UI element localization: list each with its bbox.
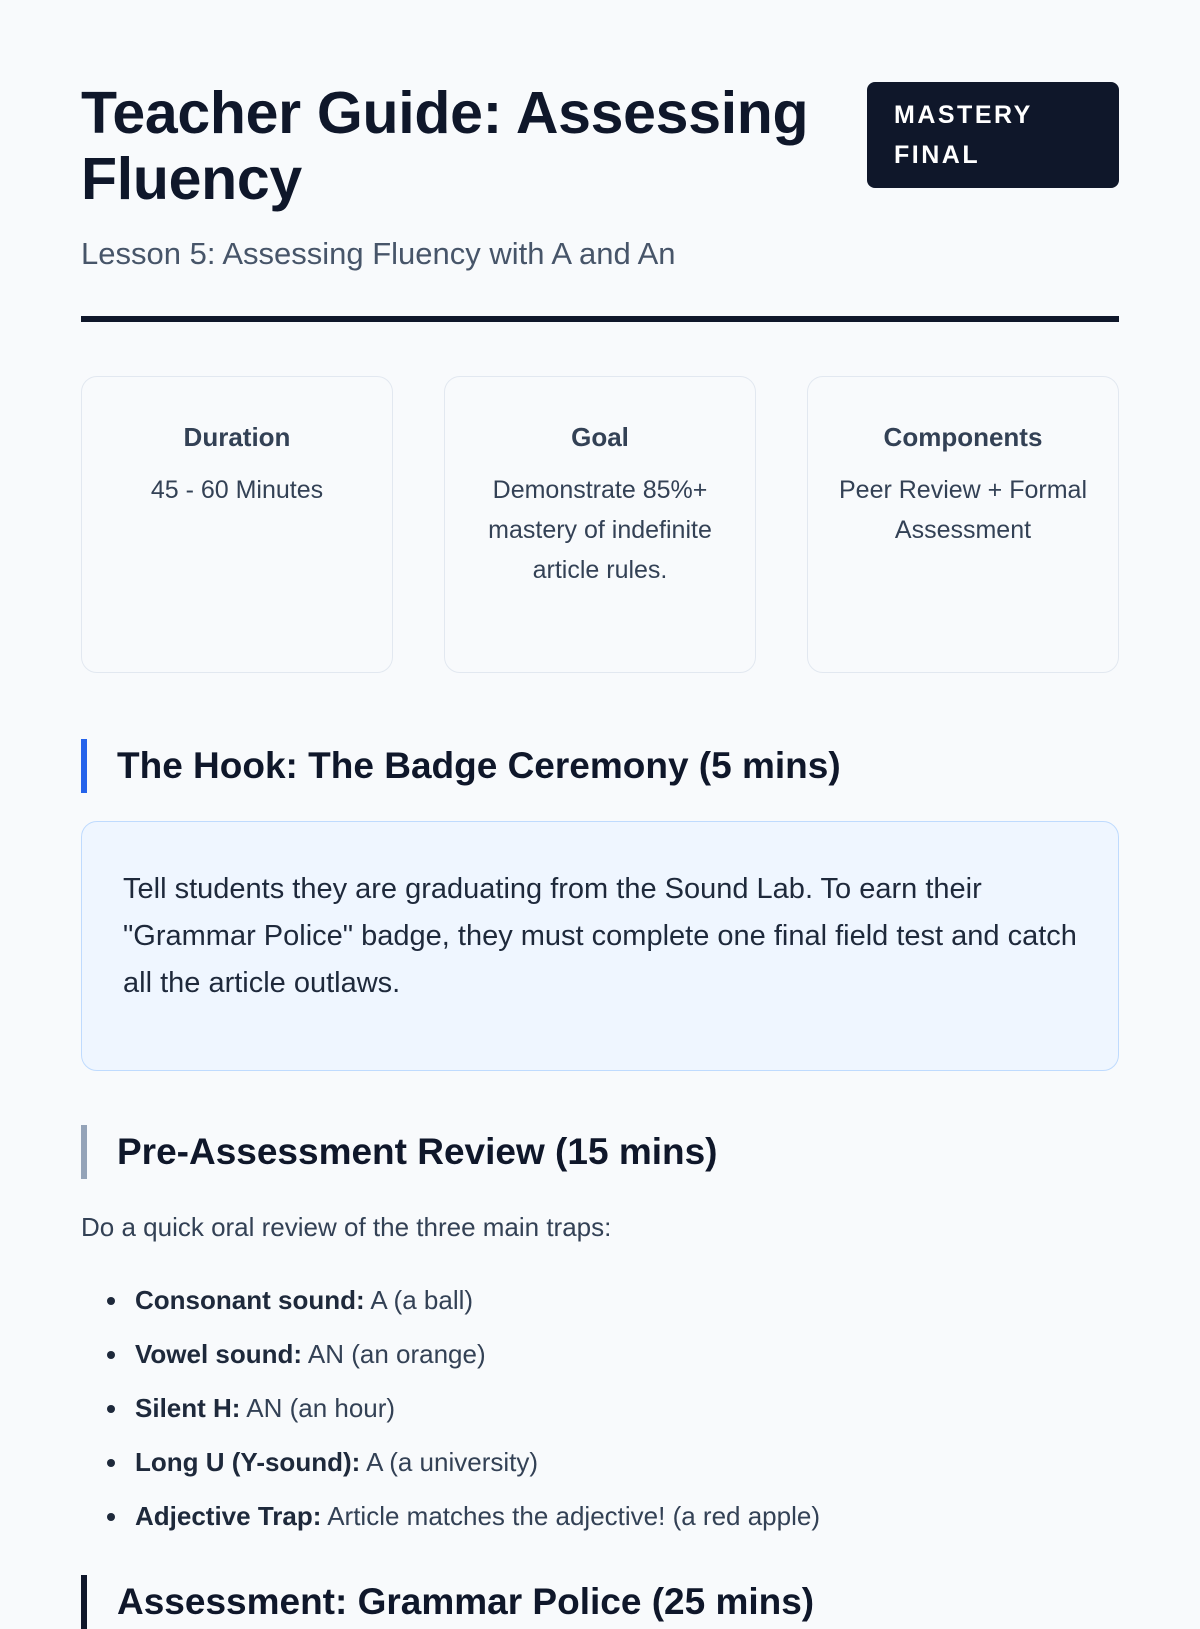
card-value: 45 - 60 Minutes xyxy=(150,476,324,504)
bullet-icon xyxy=(107,1459,115,1467)
list-item xyxy=(81,1273,1119,1327)
trap-label: Adjective Trap: xyxy=(135,1501,322,1531)
list-item xyxy=(81,1327,1119,1381)
trap-label: Silent H: xyxy=(135,1393,241,1423)
lesson-subtitle: Lesson 5: Assessing Fluency with A and An xyxy=(81,236,676,271)
card-label: Duration xyxy=(183,422,291,452)
bullet-icon xyxy=(107,1513,115,1521)
trap-label: Vowel sound: xyxy=(135,1339,303,1369)
page-title: Teacher Guide: Assessing Fluency xyxy=(81,80,809,212)
trap-label: Long U (Y-sound): xyxy=(135,1447,361,1477)
section-accent-bar xyxy=(81,739,87,793)
trap-text: Article matches the adjective! (a red apple) xyxy=(321,1501,820,1531)
badge-line-2: FINAL xyxy=(894,141,981,169)
assessment-section-heading xyxy=(81,1575,1119,1629)
card-label: Goal xyxy=(571,422,629,452)
bullet-icon xyxy=(107,1351,115,1359)
page-header xyxy=(81,80,1119,212)
card-value: Demonstrate 85%+ mastery of indefinite article rules. xyxy=(488,476,712,584)
hook-section-heading xyxy=(81,739,1119,793)
section-title: Assessment: Grammar Police (25 mins) xyxy=(117,1581,815,1622)
bullet-icon xyxy=(107,1405,115,1413)
section-accent-bar xyxy=(81,1125,87,1179)
review-section-heading xyxy=(81,1125,1119,1179)
card-label: Components xyxy=(883,422,1043,452)
summary-cards xyxy=(81,376,1119,673)
hook-text: Tell students they are graduating from the Sound Lab. To earn their "Grammar Police" badge, they must complete one final field test and catch all the article outlaws. xyxy=(123,873,1077,999)
card-value: Peer Review + Formal Assessment xyxy=(839,476,1087,544)
goal-card xyxy=(444,376,756,673)
trap-label: Consonant sound: xyxy=(135,1285,365,1315)
trap-text: A (a university) xyxy=(360,1447,539,1477)
review-intro: Do a quick oral review of the three main traps: xyxy=(81,1212,612,1242)
bullet-icon xyxy=(107,1297,115,1305)
section-title: Pre-Assessment Review (15 mins) xyxy=(117,1131,718,1172)
trap-text: AN (an hour) xyxy=(240,1393,396,1423)
hook-callout xyxy=(81,821,1119,1071)
trap-text: AN (an orange) xyxy=(302,1339,486,1369)
components-card xyxy=(807,376,1119,673)
trap-text: A (a ball) xyxy=(364,1285,474,1315)
list-item xyxy=(81,1435,1119,1489)
duration-card xyxy=(81,376,393,673)
list-item xyxy=(81,1489,1119,1543)
section-accent-bar xyxy=(81,1575,87,1629)
traps-list xyxy=(81,1273,1119,1543)
mastery-badge xyxy=(867,82,1119,188)
list-item xyxy=(81,1381,1119,1435)
section-title: The Hook: The Badge Ceremony (5 mins) xyxy=(117,745,841,786)
header-divider xyxy=(81,316,1119,322)
badge-line-1: MASTERY xyxy=(894,101,1033,129)
